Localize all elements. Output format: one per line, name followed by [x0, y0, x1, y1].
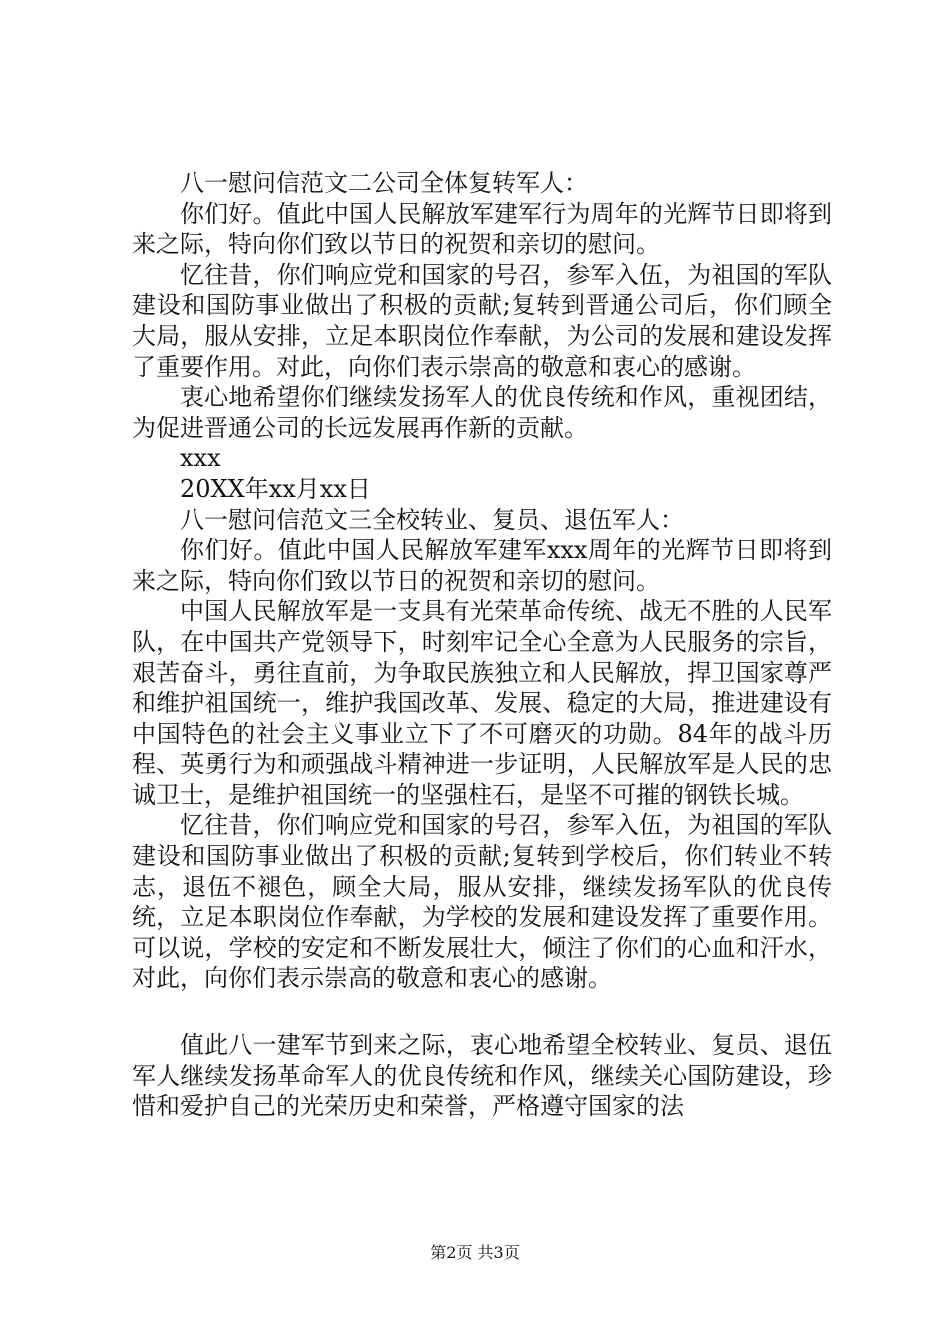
- paragraph: 忆往昔，你们响应党和国家的号召，参军入伍，为祖国的军队建设和国防事业做出了积极的贡献;复转到晋通公司后，你们顾全大局，服从安排，立足本职岗位作奉献，为公司的发展和建设发挥了重要作用。对此，向你们表示崇高的敬意和衷心的感谢。: [132, 260, 832, 381]
- paragraph-gap: [132, 994, 832, 1030]
- paragraph: 你们好。值此中国人民解放军建军行为周年的光辉节日即将到来之际，特向你们致以节日的祝贺和亲切的慰问。: [132, 199, 832, 259]
- signature-line: xxx: [180, 444, 221, 473]
- document-body: [132, 168, 832, 1122]
- date-line: 20XX年xx月xx日: [180, 474, 371, 503]
- paragraph: 八一慰问信范文二公司全体复转军人：: [180, 169, 588, 197]
- paragraph: 中国人民解放军是一支具有光荣革命传统、战无不胜的人民军队，在中国共产党领导下，时刻牢记全心全意为人民服务的宗旨，艰苦奋斗，勇往直前，为争取民族独立和人民解放，捍卫国家尊严和维护祖国统一，维护我国改革、发展、稳定的大局，推进建设有中国特色的社会主义事业立下了不可磨灭的功勋。84年的战斗历程、英勇行为和顽强战斗精神进一步证明，人民解放军是人民的忠诚卫士，是维护祖国统一的坚强柱石，是坚不可摧的钢铁长城。: [132, 597, 832, 809]
- paragraph: 你们好。值此中国人民解放军建军xxx周年的光辉节日即将到来之际，特向你们致以节日的祝贺和亲切的慰问。: [132, 536, 832, 595]
- paragraph: 值此八一建军节到来之际，衷心地希望全校转业、复员、退伍军人继续发扬革命军人的优良传统和作风，继续关心国防建设，珍惜和爱护自己的光荣历史和荣誉，严格遵守国家的法: [132, 1031, 832, 1121]
- paragraph: 八一慰问信范文三全校转业、复员、退伍军人：: [180, 505, 684, 534]
- paragraph: 忆往昔，你们响应党和国家的号召，参军入伍，为祖国的军队建设和国防事业做出了积极的贡献;复转到学校后，你们转业不转志，退伍不褪色，顾全大局，服从安排，继续发扬军队的优良传统，立足本职岗位作奉献，为学校的发展和建设发挥了重要作用。可以说，学校的安定和不断发展壮大，倾注了你们的心血和汗水，对此，向你们表示崇高的敬意和衷心的感谢。: [132, 811, 832, 993]
- page-footer: 第2页 共3页: [430, 1243, 520, 1262]
- paragraph: 衷心地希望你们继续发扬军人的优良传统和作风，重视团结，为促进晋通公司的长远发展再作新的贡献。: [132, 383, 832, 442]
